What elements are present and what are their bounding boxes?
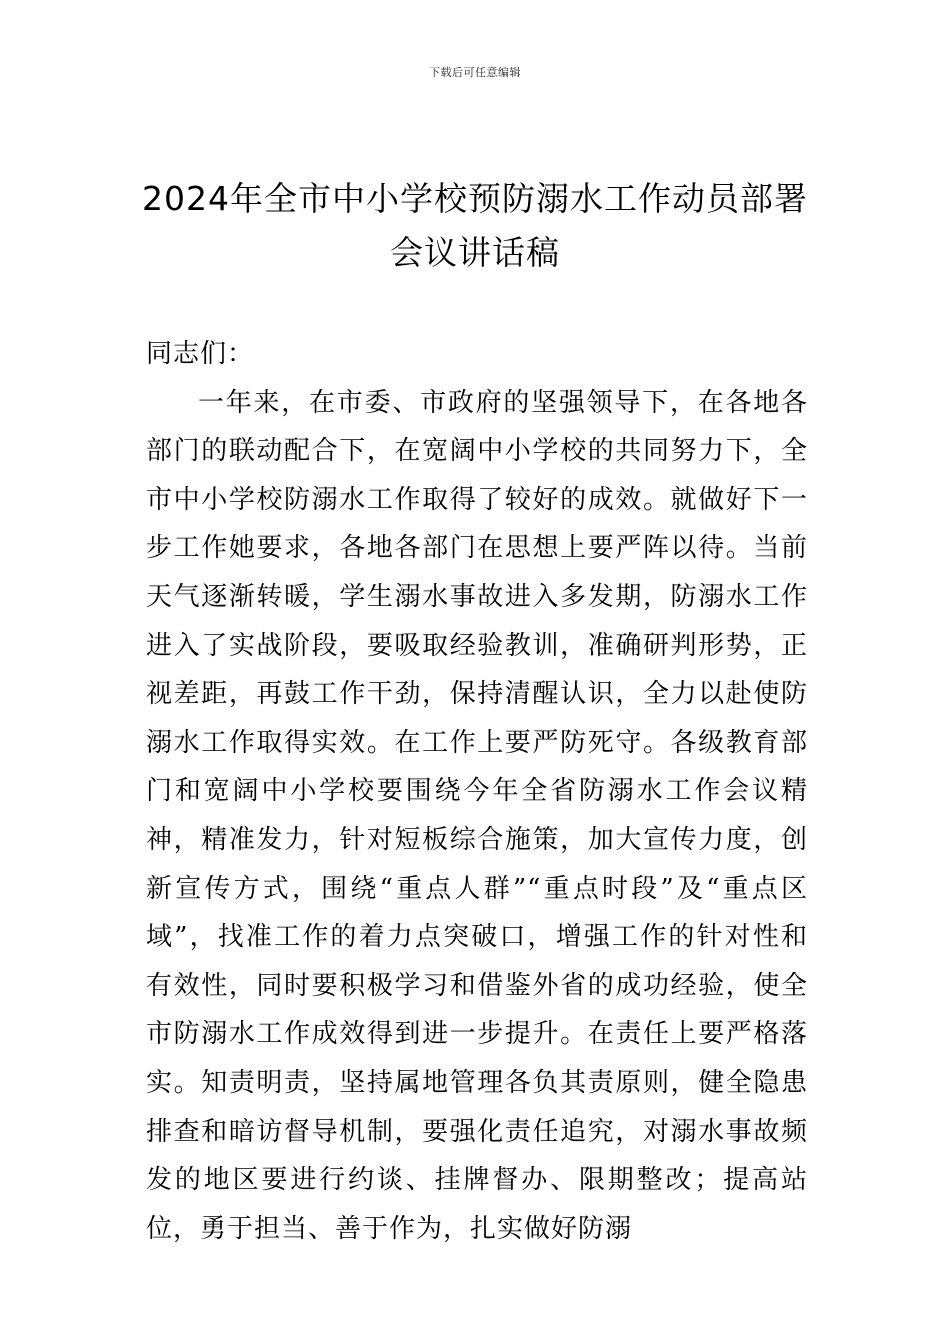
salutation: 同志们： <box>146 339 255 369</box>
header-note: 下载后可任意编辑 <box>429 66 521 79</box>
document-title: 2024年全市中小学校预防溺水工作动员部署会议讲话稿 <box>142 179 808 272</box>
body-paragraph: 一年来，在市委、市政府的坚强领导下，在各地各部门的联动配合下，在宽阔中小学校的共同努力下，全市中小学校防溺水工作取得了较好的成效。就做好下一步工作她要求，各地各部门在思想上要严阵以待。当前天气逐渐转暖，学生溺水事故进入多发期，防溺水工作进入了实战阶段，要吸取经验教训，准确研判形势，正视差距，再鼓工作干劲，保持清醒认识，全力以赴使防溺水工作取得实效。在工作上要严防死守。各级教育部门和宽阔中小学校要围绕今年全省防溺水工作会议精神，精准发力，针对短板综合施策，加大宣传力度，创新宣传方式，围绕“重点人群”“重点时段”及“重点区域”，找准工作的着力点突破口，增强工作的针对性和有效性，同时要积极学习和借鉴外省的成功经验，使全市防溺水工作成效得到进一步提升。在责任上要严格落实。知责明责，坚持属地管理各负其责原则，健全隐患排查和暗访督导机制，要强化责任追究，对溺水事故频发的地区要进行约谈、挂牌督办、限期整改；提高站位，勇于担当、善于作为，扎实做好防溺 <box>146 387 808 1244</box>
document-body <box>146 330 808 1253</box>
